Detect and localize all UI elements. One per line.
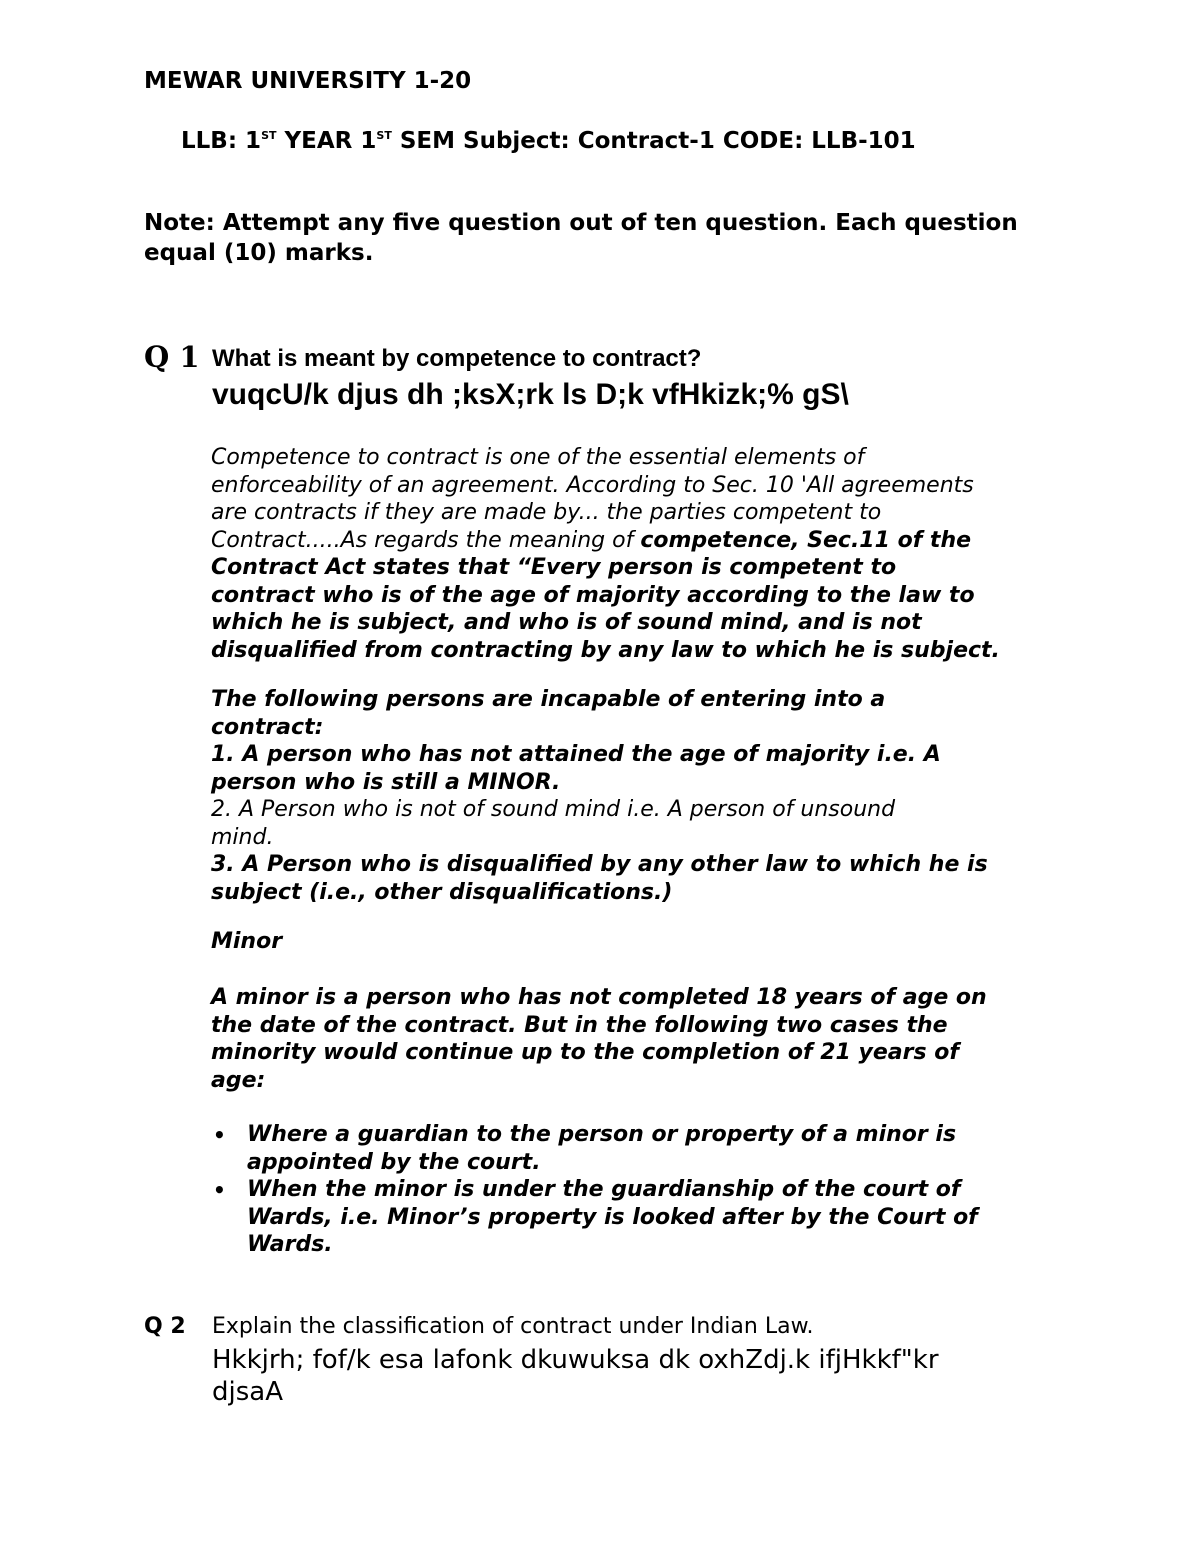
bullet-item-1 — [247, 1121, 956, 1176]
course-sup-1: ST — [261, 129, 277, 142]
para1-line-7: which he is subject, and who is of sound mind, and is not — [211, 610, 922, 635]
incap-line-1: The following persons are incapable of entering into a — [211, 687, 886, 712]
para1-line-2: enforceability of an agreement. According to Sec. 10 'All agreements — [211, 472, 974, 498]
course-sup-2: ST — [376, 129, 392, 142]
incapable-persons-list — [211, 686, 988, 906]
bullet-marker-1: • — [213, 1123, 226, 1147]
item1-line-1: 1. A person who has not attained the age of majority i.e. A — [211, 742, 941, 767]
para1-line-6: contract who is of the age of majority according to the law to — [211, 582, 975, 608]
bullet2-line-1: When the minor is under the guardianship of the court of — [247, 1177, 961, 1202]
bullet-item-2 — [247, 1176, 978, 1259]
q2-question: Explain the classification of contract under Indian Law. — [212, 1314, 814, 1339]
item1-line-2: person who is still a MINOR. — [211, 769, 561, 795]
item2-line-1: 2. A Person who is not of sound mind i.e. A person of unsound — [211, 797, 896, 822]
course-line — [181, 128, 916, 154]
minor-line-2: the date of the contract. But in the following two cases the — [211, 1012, 948, 1038]
note-line-1: Note: Attempt any five question out of ten question. Each question — [144, 210, 1018, 236]
q1-answer-para-1 — [211, 444, 1000, 664]
bullet2-line-2: Wards, i.e. Minor’s property is looked after by the Court of — [247, 1204, 978, 1230]
bullet1-line-1: Where a guardian to the person or property of a minor is — [247, 1122, 957, 1147]
item3-line-2: subject (i.e., other disqualifications.) — [211, 879, 673, 905]
bullet2-line-3: Wards. — [247, 1232, 333, 1257]
course-suffix: SEM Subject: Contract-1 CODE: LLB-101 — [391, 128, 916, 154]
para1-line-5: Contract Act states that “Every person is competent to — [211, 555, 897, 580]
para1-line-4-bold: competence, Sec.11 of the — [640, 527, 972, 553]
q1-label: Q 1 — [144, 340, 200, 374]
bullet-marker-2: • — [213, 1178, 226, 1202]
q2-question-hindi — [212, 1344, 939, 1408]
q2-hindi-line-2: djsaA — [212, 1377, 283, 1407]
item2-line-2: mind. — [211, 824, 274, 850]
note-line-2: equal (10) marks. — [144, 240, 374, 266]
minor-line-3: minority would continue up to the completion of 21 years of — [211, 1040, 959, 1065]
minor-line-4: age: — [211, 1067, 266, 1093]
item3-line-1: 3. A Person who is disqualified by any other law to which he is — [211, 852, 988, 877]
course-prefix: LLB: 1 — [181, 128, 262, 154]
para1-line-1: Competence to contract is one of the essential elements of — [211, 445, 865, 470]
para1-line-4-plain: Contract.....As regards the meaning of — [211, 527, 641, 553]
bullet1-line-2: appointed by the court. — [247, 1149, 541, 1175]
university-title: MEWAR UNIVERSITY 1-20 — [144, 68, 472, 94]
minor-line-1: A minor is a person who has not completed 18 years of age on — [211, 985, 987, 1010]
course-mid: YEAR 1 — [276, 128, 377, 154]
q1-question-hindi: vuqcU/k djus dh ;ksX;rk ls D;k vfHkizk;% gS\ — [212, 378, 849, 411]
exam-note — [144, 208, 1018, 268]
minor-heading: Minor — [211, 929, 283, 954]
para1-line-3: are contracts if they are made by... the parties competent to — [211, 500, 882, 525]
minor-paragraph — [211, 984, 987, 1094]
q2-hindi-line-1: Hkkjrh; fof/k esa lafonk dkuwuksa dk oxhZdj.k ifjHkkf"kr — [212, 1345, 939, 1375]
para1-line-8: disqualified from contracting by any law to which he is subject. — [211, 637, 1000, 663]
q1-question: What is meant by competence to contract? — [212, 345, 702, 372]
q2-label: Q 2 — [144, 1314, 186, 1339]
incap-line-2: contract: — [211, 714, 324, 740]
